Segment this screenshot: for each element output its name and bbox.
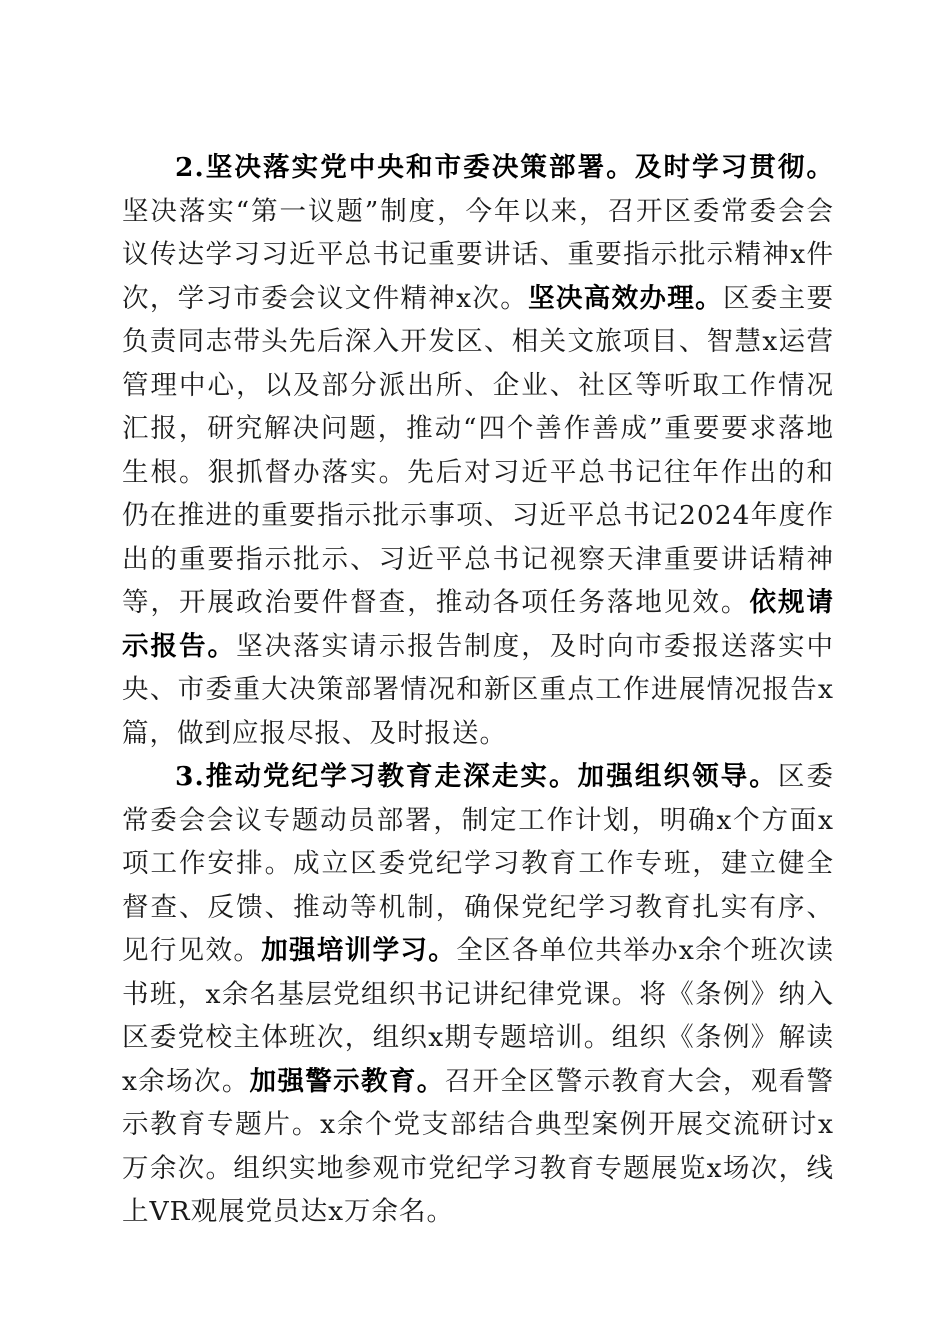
body-text: 先后对习近平总书记往年作出的和仍在推进的重要指示批示事项、习近平总书记2024年度作出的重要指示批示、习近平总书记视察天津重要讲话精神等，开展政治要件督查，推动各项任务落地见效。 [122, 456, 835, 618]
section-2-heading: 2.坚决落实党中央和市委决策部署。 [175, 152, 635, 183]
paragraph-3 [122, 755, 834, 1234]
subheading-organization: 加强组织领导。 [577, 761, 778, 792]
body-text: 区委常委会会议专题动员部署，制定工作计划，明确x个方面x项工作安排。成立区委党纪学习教育工作专班，建立健全督查、反馈、推动等机制，确保党纪学习教育扎实有序、见行见效。 [122, 761, 835, 966]
section-3-heading: 3.推动党纪学习教育走深走实。 [175, 761, 578, 792]
body-text: 召开全区警示教育大会，观看警示教育专题片。x余个党支部结合典型案例开展交流研讨x万余次。组织实地参观市党纪学习教育专题展览x场次，线上VR观展党员达x万余名。 [122, 1065, 835, 1227]
subheading-training: 加强培训学习。 [261, 935, 457, 966]
subheading-efficient-handling: 坚决高效办理。 [528, 282, 723, 314]
body-text: 区委主要负责同志带头先后深入开发区、相关文旅项目、智慧x运营管理中心，以及部分派出所、企业、社区等听取工作情况汇报，研究解决问题，推动“四个善作善成”重要要求落地生根。 [122, 282, 835, 488]
document-body [122, 146, 834, 1234]
body-text: 坚决落实请示报告制度，及时向市委报送落实中央、市委重大决策部署情况和新区重点工作进展情况报告x篇，做到应报尽报、及时报送。 [122, 630, 835, 749]
subheading-supervision: 狠抓督办落实。 [207, 456, 408, 488]
body-text: 坚决落实“第一议题”制度，今年以来，召开区委常委会会议传达学习习近平总书记重要讲话、重要指示批示精神x件次，学习市委会议文件精神x次。 [122, 195, 834, 314]
subheading-timely-study: 及时学习贯彻。 [634, 152, 834, 183]
body-text: 全区各单位共举办x余个班次读书班，x余名基层党组织书记讲纪律党课。将《条例》纳入区委党校主体班次，组织x期专题培训。组织《条例》解读x余场次。 [122, 935, 835, 1097]
subheading-warning-education: 加强警示教育。 [249, 1065, 445, 1097]
subheading-reporting: 依规请示报告。 [122, 587, 835, 662]
paragraph-2 [122, 146, 834, 755]
